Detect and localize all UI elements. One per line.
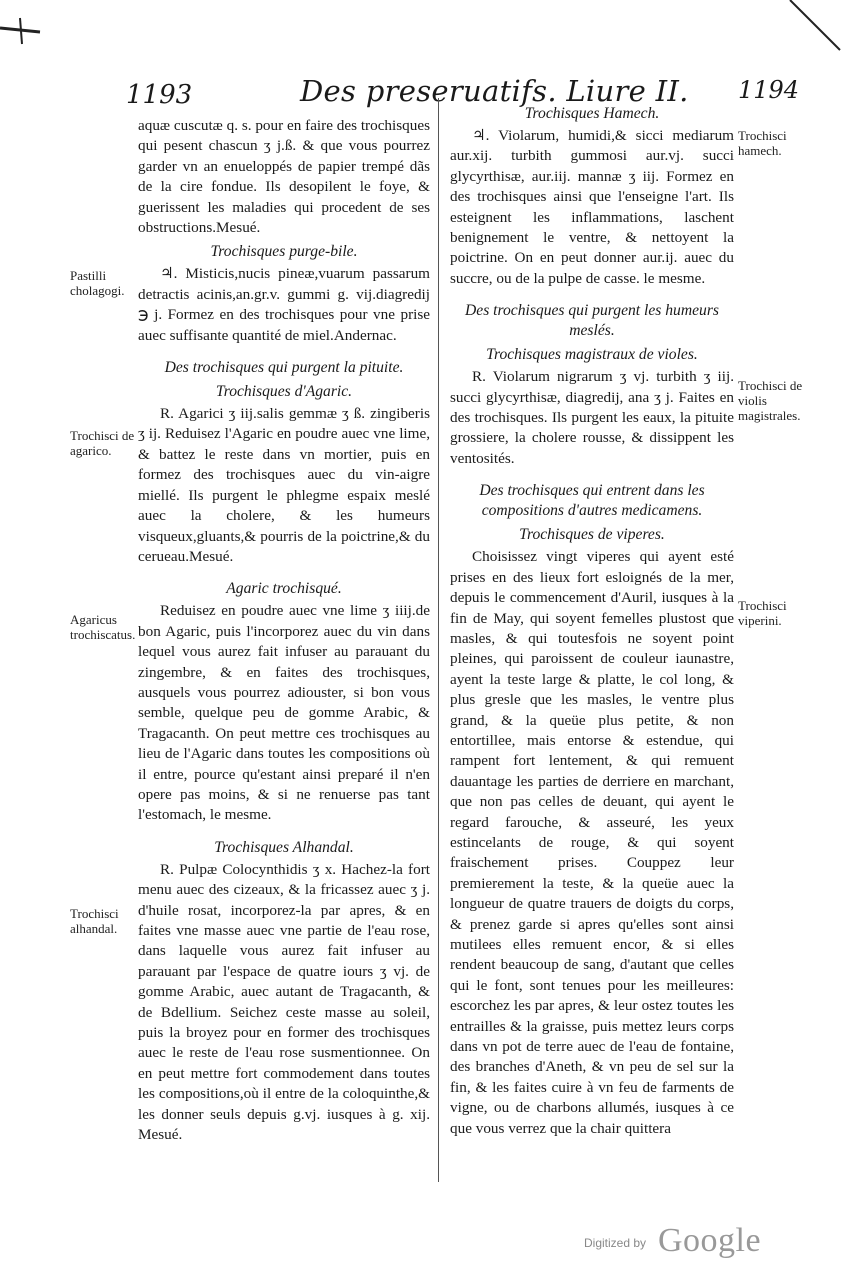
margin-note: Trochisci de violis magistrales. — [738, 378, 803, 423]
margin-note: Trochisci hamech. — [738, 128, 787, 158]
digitization-watermark — [584, 1222, 824, 1262]
page-corner-marks — [0, 0, 854, 60]
paragraph: Choisissez vingt viperes qui ayent esté prises en des lieux fort esloignés de la mer, depuis le commencement d'Auril, iusques à la fin de May, qui soyent femelles plustost que masles, & qui toutesfois ne soyent point pleines, qui paroissent de couleur iaunastre, ayent la teste large & platte, le col long, & plus gresle que les masles, le ventre plus grand, & la queüe plus petite, & non entortillee, mais entorse & estendue, qui rampent fort lentement, & qui remuent dauantage les parties de derriere en marchant, que non pas celles de deuant, qui ayent le regard farouche, & asseuré, les yeux estincelants de rouge, & qui soyent fraischement prises. Couppez leur premierement la teste, & la queüe auec la longueur de quatre trauers de doigts du corps, & prenez garde si apres qu'elles sont ainsi mutilees elles remuent encor, & si elles rendent beaucoup de sang, d'autant que celles qui le font, sont tenues pour les meilleures: escorchez les par apres, & leur ostez toutes les entrailles & la graisse, puis mettez leurs corps dans vn pot de terre auec de l'eau de fontaine, des branches d'Aneth, & vn peu de sel sur la fin, & les faites cuire à vn feu de farments de vigne, ou de charbons allumés, iusques à ce que vous verrez que la chair quittera — [450, 548, 734, 1137]
paragraph: R. Pulpæ Colocynthidis ʒ x. Hachez-la fort menu auec des cizeaux, & la fricassez auec ʒ j. d'huile rosat, incorporez-la par apres, & en faites vne masse auec vne partie de l'eau rose, dans laquelle vous aurez fait infuser au parauant par l'espace de quatre iours ʒ vj. de gomme Arabic, auec autant de Tragacanth, & de Bdellium. Seichez ceste masse au soleil, puis la broyez pour en former des trochisques auec le reste de l'eau rose susmentionnee. On en peut mettre fort commodement dans toutes les compositions,où il entre de la coloquinthe,& les donner seuls depuis g.vj. iusques à g. xij. Mesué. — [138, 860, 430, 1144]
column-divider — [438, 98, 439, 1182]
right-column — [450, 100, 734, 1139]
paragraph: Reduisez en poudre auec vne lime ʒ iiij.de bon Agaric, puis l'incorporez auec du vin dans lequel vous aurez fait infuser au parauant du zingembre, & en faites des trochisques, ausquels vous pourrez adiouster, si bon vous semble, quelque peu de gomme Arabic, & Tragacanth. On peut mettre ces trochisques au lieu de l'Agaric dans toutes les compositions où il entre, pource qu'estant ainsi preparé il n'en opere pas moins, & si ne renuerse pas tant l'estomach, le mesme. — [138, 602, 430, 824]
left-column — [138, 116, 430, 1145]
margin-note: Trochisci de agarico. — [70, 428, 135, 458]
section-heading: Des trochisques qui purgent la pituite. — [164, 359, 404, 377]
section-heading: Trochisques magistraux de violes. — [486, 346, 698, 364]
margin-note: Pastilli cholagogi. — [70, 268, 125, 298]
page-number-right: 1194 — [738, 76, 800, 104]
paragraph: ♃. Misticis,nucis pineæ,vuarum passarum detractis acinis,an.gr.v. gummi g. vij.diagredij ℈ j. Formez en des trochisques pour vne prise auec suffisante quantité de miel.Andernac. — [138, 265, 430, 344]
digitized-by-label: Digitized by — [584, 1236, 647, 1250]
section-heading: Trochisques de viperes. — [519, 526, 665, 544]
paragraph: ♃. Violarum, humidi,& sicci mediarum aur.xij. turbith gummosi aur.vj. succi glycyrthisæ, aur.iij. mannæ ʒ iij. Formez en des trochisques ainsi que l'enseigne l'art. Ils esteignent les inflammations, laschent benignement le ventre, & nettoyent la poictrine. On en peut donner aur.ij. auec du succre, ou de la pulpe de casse. le mesme. — [450, 127, 734, 287]
section-heading: Des trochisques qui purgent les humeurs meslés. — [465, 302, 719, 340]
section-heading: Agaric trochisqué. — [226, 580, 342, 598]
section-heading: Trochisques d'Agaric. — [215, 383, 353, 401]
section-heading: Trochisques Hamech. — [524, 105, 660, 122]
section-heading: Trochisques Alhandal. — [214, 838, 354, 856]
margin-note: Agaricus trochiscatus. — [70, 612, 136, 642]
margin-note: Trochisci alhandal. — [70, 906, 119, 936]
section-heading: Des trochisques qui entrent dans les compositions d'autres medicamens. — [479, 482, 705, 520]
margin-note: Trochisci viperini. — [738, 598, 787, 628]
paragraph: R. Violarum nigrarum ʒ vj. turbith ʒ iij. succi glycyrthisæ, diagredij, ana ʒ j. Faites en des trochisques. Ils purgent les eaux, la pituite grossiere, la cholere rousse, & dissippent les ventosités. — [450, 368, 734, 467]
page-number-left: 1193 — [126, 80, 193, 110]
google-logo: Google — [658, 1222, 762, 1259]
section-heading: Trochisques purge-bile. — [210, 243, 358, 261]
paragraph: aquæ cuscutæ q. s. pour en faire des trochisques qui pesent chascun ʒ j.ß. & que vous pourrez garder vn an enueloppés de papier trempé dãs de la cire fondue. Ils desopilent le foye, & guerissent les maladies qui procedent de ses obstructions.Mesué. — [138, 117, 430, 237]
paragraph: R. Agarici ʒ iij.salis gemmæ ʒ ß. zingiberis ʒ ij. Reduisez l'Agaric en poudre auec vne lime, & battez le reste dans vn mortier, puis en formez des trochisques auec du vin-aigre miellé. Ils purgent le phlegme espaix meslé auec la cholere, & les humeurs visqueux,gluants,& pourris de la poictrine,& du cerueau.Mesué. — [138, 405, 430, 565]
running-title: Des preseruatifs. Liure II. — [300, 74, 689, 108]
